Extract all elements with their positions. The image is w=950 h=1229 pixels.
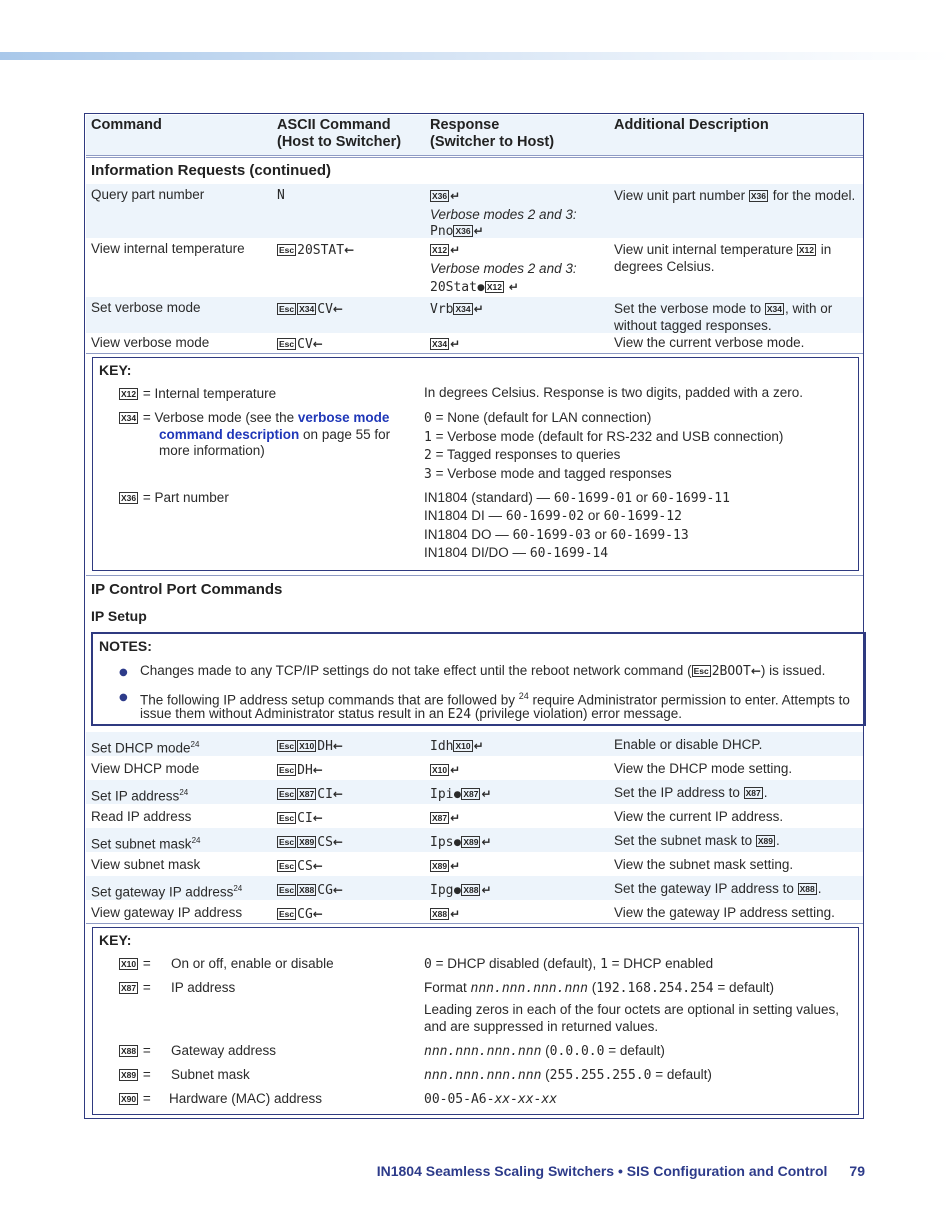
table-row	[86, 876, 863, 900]
key-title: KEY:	[99, 362, 132, 378]
subsection-title: IP Setup	[91, 608, 147, 624]
verbose-response: 20Stat● X12 ↵	[430, 280, 519, 295]
key-x88-desc: nnn.nnn.nnn.nnn (0.0.0.0 = default)	[424, 1043, 665, 1059]
divider	[86, 575, 863, 576]
top-accent-bar	[0, 52, 950, 60]
header-description: Additional Description	[614, 117, 769, 133]
description: View the gateway IP address setting.	[614, 905, 835, 920]
key-x36-part: IN1804 DO — 60-1699-03 or 60-1699-13	[424, 527, 689, 543]
description: View unit internal temperature X12 in degrees Celsius.	[614, 242, 832, 274]
key-x34-label-2: command description on page 55 for	[159, 427, 391, 442]
key-x12-label: X12 = Internal temperature	[121, 386, 277, 401]
verbose-mode-link[interactable]: verbose mode	[297, 410, 390, 425]
ascii-command: Esc DH←	[279, 763, 323, 778]
key-title: KEY:	[99, 932, 132, 948]
page-number: 79	[849, 1163, 865, 1179]
response: Ipg● X88 ↵	[430, 883, 492, 898]
section-info-requests	[86, 160, 863, 184]
ascii-command: Esc X89 CS←	[279, 835, 343, 850]
arrow-left-icon: ←	[312, 811, 323, 825]
arrow-left-icon: ←	[332, 787, 343, 801]
command-name: Set DHCP mode$^{24}$	[91, 740, 200, 756]
ascii-command: Esc CS←	[279, 859, 323, 874]
key-box-ip	[92, 927, 859, 1115]
header-response: Response (Switcher to Host)	[430, 117, 555, 150]
table-row	[86, 297, 863, 333]
verbose-label: Verbose modes 2 and 3:	[430, 207, 577, 222]
response: X87 ↵	[432, 811, 461, 825]
arrow-left-icon: ←	[312, 763, 323, 777]
key-x34-label-3: more information)	[159, 443, 265, 458]
command-name: Query part number	[91, 187, 205, 202]
table-row	[86, 780, 863, 804]
ascii-command: Esc CI←	[279, 811, 323, 826]
subsection-ip-setup	[86, 605, 863, 629]
return-icon: ↵	[481, 835, 492, 849]
return-icon: ↵	[450, 907, 461, 921]
section-title: IP Control Port Commands	[91, 581, 283, 598]
key-x89-var: X89 =	[121, 1067, 151, 1082]
key-x87-var: X87 =	[121, 980, 151, 995]
command-name: View verbose mode	[91, 335, 210, 350]
divider	[86, 923, 863, 924]
arrow-left-icon: ←	[344, 243, 355, 257]
key-box-verbose	[92, 357, 859, 571]
arrow-left-icon: ←	[312, 859, 323, 873]
key-x89-label: Subnet mask	[171, 1067, 250, 1082]
description: View the DHCP mode setting.	[614, 761, 793, 776]
space-dot-icon: ●	[476, 283, 485, 293]
command-name: View DHCP mode	[91, 761, 200, 776]
key-x90-var: X90 =	[121, 1091, 151, 1106]
arrow-left-icon: ←	[312, 337, 323, 351]
key-x36-label: X36 = Part number	[121, 490, 229, 505]
return-icon: ↵	[450, 763, 461, 777]
description: View the current IP address.	[614, 809, 784, 824]
table-row	[86, 184, 863, 238]
table-row	[86, 828, 863, 852]
verbose-response: Pno X36 ↵	[430, 224, 484, 239]
response: X10 ↵	[432, 763, 461, 777]
description: View the subnet mask setting.	[614, 857, 794, 872]
table-row	[86, 852, 863, 876]
key-x36-part: IN1804 (standard) — 60-1699-01 or 60-1699-11	[424, 490, 730, 506]
key-x34-opt: 2 = Tagged responses to queries	[424, 447, 621, 463]
page-footer	[377, 1163, 865, 1179]
return-icon: ↵	[473, 224, 484, 238]
ascii-command: Esc X87 CI←	[279, 787, 343, 802]
arrow-left-icon: ←	[332, 302, 343, 316]
note-bullet-icon: ●	[119, 692, 128, 703]
key-x10-desc: 0 = DHCP disabled (default), 1 = DHCP enabled	[424, 956, 714, 972]
key-x87-note: Leading zeros in each of the four octets are optional in setting values,	[424, 1002, 840, 1017]
space-dot-icon: ●	[453, 838, 462, 848]
return-icon: ↵	[473, 302, 484, 316]
key-x87-desc: Format nnn.nnn.nnn.nnn (192.168.254.254 = default)	[424, 980, 775, 996]
space-dot-icon: ●	[453, 886, 462, 896]
table-row	[86, 804, 863, 828]
arrow-left-icon: ←	[312, 907, 323, 921]
header-divider	[86, 155, 863, 158]
return-icon: ↵	[450, 811, 461, 825]
table-row	[86, 756, 863, 780]
arrow-left-icon: ←	[332, 835, 343, 849]
command-name: Set gateway IP address$^{24}$	[91, 884, 243, 900]
command-name: View subnet mask	[91, 857, 201, 872]
key-x10-var: X10 =	[121, 956, 151, 971]
command-name: Read IP address	[91, 809, 192, 824]
response: Ipi● X87 ↵	[430, 787, 492, 802]
command-name: View internal temperature	[91, 241, 245, 256]
arrow-left-icon: ←	[750, 664, 761, 678]
ascii-command: Esc X34 CV←	[279, 302, 343, 317]
table-row	[86, 732, 863, 756]
return-icon: ↵	[481, 787, 492, 801]
arrow-left-icon: ←	[332, 739, 343, 753]
response: Ips● X89 ↵	[430, 835, 492, 850]
ascii-command: Esc 20STAT←	[279, 243, 355, 258]
return-icon: ↵	[508, 280, 519, 294]
table-row	[86, 333, 863, 353]
ascii-command: N	[277, 188, 285, 203]
header-ascii: ASCII Command (Host to Switcher)	[277, 117, 402, 150]
return-icon: ↵	[450, 337, 461, 351]
response: Idh X10 ↵	[430, 739, 484, 754]
return-icon: ↵	[450, 189, 461, 203]
note-2-line-2: issue them without Administrator status result in an E24 (privilege violation) error message.	[140, 706, 682, 722]
key-x10-label: On or off, enable or disable	[171, 956, 334, 971]
key-x90-desc: 00-05-A6-xx-xx-xx	[424, 1092, 558, 1107]
key-x34-opt: 3 = Verbose mode and tagged responses	[424, 466, 672, 482]
description: Set the subnet mask to X89 .	[614, 833, 780, 848]
arrow-left-icon: ←	[332, 883, 343, 897]
ascii-command: Esc X10 DH←	[279, 739, 343, 754]
return-icon: ↵	[473, 739, 484, 753]
command-name: Set subnet mask$^{24}$	[91, 836, 201, 852]
key-x87-label: IP address	[171, 980, 236, 995]
notes-title: NOTES:	[99, 638, 152, 654]
response: X89 ↵	[432, 859, 461, 873]
table-row	[86, 900, 863, 924]
table-row	[86, 238, 863, 296]
command-description-link[interactable]: command description	[159, 427, 300, 442]
header-command: Command	[91, 117, 162, 133]
key-x36-part: IN1804 DI/DO — 60-1699-14	[424, 545, 609, 561]
key-x34-opt: 1 = Verbose mode (default for RS-232 and USB connection)	[424, 429, 784, 445]
key-x88-var: X88 =	[121, 1043, 151, 1058]
response: Vrb X34 ↵	[430, 302, 484, 317]
note-2: The following IP address setup commands that are followed by $^{24}$ require Administrator permission to enter. Attempts to	[140, 691, 850, 708]
command-name: Set IP address$^{24}$	[91, 788, 189, 804]
key-x34-opt: 0 = None (default for LAN connection)	[424, 410, 652, 426]
ascii-command: Esc CG←	[279, 907, 323, 922]
description: Enable or disable DHCP.	[614, 737, 763, 752]
key-x90-label: Hardware (MAC) address	[169, 1091, 323, 1106]
key-x87-note-2: and are suppressed in returned values.	[424, 1019, 659, 1034]
description: Set the gateway IP address to X88 .	[614, 881, 822, 896]
description: Set the IP address to X87 .	[614, 785, 768, 800]
key-x12-desc: In degrees Celsius. Response is two digits, padded with a zero.	[424, 385, 803, 400]
key-x89-desc: nnn.nnn.nnn.nnn (255.255.255.0 = default)	[424, 1067, 712, 1083]
command-name: Set verbose mode	[91, 300, 201, 315]
description: View the current verbose mode.	[614, 335, 805, 350]
notes-box	[91, 632, 866, 726]
command-name: View gateway IP address	[91, 905, 243, 920]
key-x34-label: X34 = Verbose mode (see the verbose mode	[121, 410, 390, 425]
response: X34 ↵	[432, 337, 461, 351]
return-icon: ↵	[450, 859, 461, 873]
response: X88 ↵	[432, 907, 461, 921]
space-dot-icon: ●	[453, 790, 462, 800]
verbose-label: Verbose modes 2 and 3:	[430, 261, 577, 276]
ascii-command: Esc X88 CG←	[279, 883, 343, 898]
key-x36-part: IN1804 DI — 60-1699-02 or 60-1699-12	[424, 508, 682, 524]
description: Set the verbose mode to X34 , with or without tagged responses.	[614, 301, 833, 333]
response: X12 ↵	[432, 243, 461, 257]
ascii-command: Esc CV←	[279, 337, 323, 352]
description: View unit part number X36 for the model.	[614, 188, 856, 203]
note-bullet-icon: ●	[119, 667, 128, 678]
section-title: Information Requests (continued)	[91, 162, 331, 179]
footer-title: IN1804 Seamless Scaling Switchers • SIS Configuration and Control	[376, 1163, 828, 1179]
response: X36 ↵	[432, 189, 461, 203]
return-icon: ↵	[481, 883, 492, 897]
key-x88-label: Gateway address	[171, 1043, 277, 1058]
table-header	[86, 115, 863, 155]
section-ip-control	[86, 578, 863, 602]
note-1: Changes made to any TCP/IP settings do not take effect until the reboot network command ( Esc 2BOOT←) is issued.	[140, 663, 826, 679]
return-icon: ↵	[450, 243, 461, 257]
divider	[86, 353, 863, 354]
